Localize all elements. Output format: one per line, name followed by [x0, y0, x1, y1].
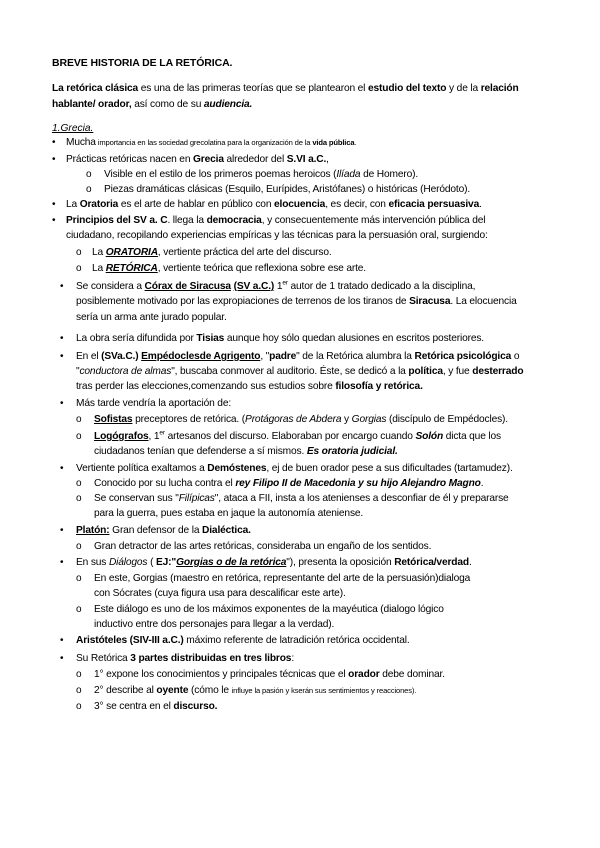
item-text: , es decir, con [325, 199, 389, 210]
sub-bullet-icon: o [76, 701, 82, 712]
intro-paragraph [52, 81, 552, 113]
item-text: Demóstenes [207, 463, 267, 474]
bullet-icon: • [60, 398, 64, 409]
item-text: (cómo le [188, 685, 232, 696]
item-text: Vertiente política exaltamos a [76, 463, 208, 474]
item-text: Ilíada [336, 169, 361, 180]
item-text: Sofistas [94, 414, 133, 425]
intro-term: hablante/ orador, [52, 99, 132, 110]
item-text: autor de 1 tratado dedicado a la disciplina, [287, 281, 476, 292]
item-text: o [511, 351, 520, 362]
item-text: EJ:" [156, 557, 177, 568]
item-text: En sus [76, 557, 109, 568]
item-text: Córax de Siracusa [144, 281, 231, 292]
list-item-continuation [76, 380, 423, 394]
item-text: er [282, 279, 288, 287]
item-text: tras perder las elecciones,comenzando sus estudios sobre [76, 381, 336, 392]
item-text: 1° expone los conocimientos y principales técnicas que el [94, 669, 349, 680]
item-text: Retórica psicológica [414, 351, 512, 362]
bullet-icon: • [60, 635, 64, 646]
intro-term: estudio del texto [367, 83, 447, 94]
item-text: oyente [156, 685, 189, 696]
list-item [76, 280, 475, 294]
list-item [76, 332, 484, 346]
item-text: padre [269, 351, 297, 362]
item-text: (SV a.C.) [233, 281, 275, 292]
sub-list-item [94, 413, 508, 427]
item-text: , 1 [148, 431, 160, 442]
item-text: ", buscaba conmover al auditorio. Éste, se dedicó a la [171, 366, 409, 377]
item-text: . [354, 138, 357, 147]
item-text: conductora de almas [79, 366, 172, 377]
item-text: Visible en el estilo de los primeros poemas heroicos ( [104, 169, 337, 180]
item-text: , vertiente teórica que reflexiona sobre ese arte. [157, 263, 366, 274]
item-text: " de la Retórica alumbra la [296, 351, 415, 362]
item-text: Platón: [76, 525, 110, 536]
item-text: aunque hoy sólo quedan alusiones en escritos posteriores. [224, 333, 484, 344]
item-text: La [92, 263, 106, 274]
sub-list-item [104, 168, 418, 182]
item-text: La [92, 247, 106, 258]
sub-list-item-continuation [94, 445, 398, 459]
intro-text: y de la [446, 83, 481, 94]
item-text: elocuencia [274, 199, 326, 210]
item-text: 3 partes distribuidas en tres libros [130, 653, 292, 664]
list-item [66, 136, 356, 150]
list-item [76, 524, 251, 538]
item-text: rey Filipo II de Macedonia y su hijo Alejandro Magno [235, 478, 481, 489]
item-text: (SVa.C.) [101, 351, 139, 362]
item-text: Conocido por su lucha contra el [94, 478, 236, 489]
list-item [76, 350, 519, 364]
sub-bullet-icon: o [76, 669, 82, 680]
item-text: S.VI a.C. [286, 154, 327, 165]
item-text: Oratoria [79, 199, 119, 210]
sub-bullet-icon: o [76, 685, 82, 696]
item-text: Logógrafos [94, 431, 149, 442]
item-text: Se conservan sus " [94, 493, 179, 504]
intro-term: La retórica clásica [52, 83, 139, 94]
bullet-icon: • [60, 525, 64, 536]
sub-list-item [94, 492, 509, 506]
bullet-icon: • [52, 154, 56, 165]
item-text: , [326, 154, 329, 165]
list-item [76, 556, 472, 570]
sub-list-item [94, 700, 217, 714]
item-text: vida pública [312, 138, 355, 147]
item-text: desterrado [472, 366, 524, 377]
item-text: Retórica/verdad [394, 557, 469, 568]
sub-bullet-icon: o [76, 431, 82, 442]
sub-list-item-continuation: inductivo entre dos personajes para llegar a la verdad). [94, 619, 335, 630]
item-text: ciudadanos tenían que defenderse a sí mismos. [94, 446, 307, 457]
item-text: , ej de buen orador pese a sus dificultades (tartamudez). [266, 463, 513, 474]
item-text: 2° describe al [94, 685, 157, 696]
item-text: Gran defensor de la [109, 525, 203, 536]
item-text: , y fue [442, 366, 473, 377]
item-text: ( [147, 557, 156, 568]
bullet-icon: • [60, 351, 64, 362]
item-text: Se considera a [76, 281, 145, 292]
item-text: dicta que los [443, 431, 501, 442]
sub-list-item-continuation: para la guerra, pues estaba en jaque la autonomía ateniense. [94, 508, 364, 519]
list-item-continuation [76, 365, 523, 379]
item-text: 1 [274, 281, 283, 292]
item-text: posiblemente motivado por las expropiaciones de terrenos de los tiranos de [76, 296, 410, 307]
item-text: Es oratoria judicial. [306, 446, 398, 457]
item-text: "), presenta la oposición [286, 557, 395, 568]
item-text: er [159, 429, 165, 437]
item-text: orador [348, 669, 380, 680]
item-text: En el [76, 351, 102, 362]
sub-list-item: Piezas dramáticas clásicas (Esquilo, Eurípides, Aristófanes) o históricas (Heródoto). [104, 184, 471, 195]
item-text: Empédoclesde Agrigento [141, 351, 261, 362]
intro-term: audiencia. [203, 99, 253, 110]
item-text: . La elocuencia [450, 296, 517, 307]
bullet-icon: • [60, 333, 64, 344]
sub-list-item [94, 684, 416, 698]
item-text: , y consecuentemente más intervención pública del [261, 215, 486, 226]
sub-list-item: Gran detractor de las artes retóricas, consideraba un engaño de los sentidos. [94, 541, 432, 552]
sub-list-item: Este diálogo es uno de los máximos exponentes de la mayéutica (dialogo lógico [94, 604, 444, 615]
item-text: debe dominar. [379, 669, 445, 680]
item-text: Solón [415, 431, 444, 442]
item-text: Gorgias [351, 414, 387, 425]
item-text: RETÓRICA [105, 263, 158, 274]
sub-bullet-icon: o [76, 573, 82, 584]
sub-bullet-icon: o [76, 414, 82, 425]
list-item: Más tarde vendría la aportación de: [76, 398, 232, 409]
bullet-icon: • [52, 199, 56, 210]
item-text: Protágoras de Abdera [245, 414, 342, 425]
list-item [76, 634, 410, 648]
item-text: de Homero). [360, 169, 419, 180]
sub-bullet-icon: o [76, 493, 82, 504]
item-text: 3° se centra en el [94, 701, 174, 712]
item-text: y [341, 414, 352, 425]
item-text: ORATORIA [105, 247, 158, 258]
sub-bullet-icon: o [86, 169, 92, 180]
bullet-icon: • [60, 653, 64, 664]
item-text: democracia [206, 215, 262, 226]
intro-term: relación [480, 83, 519, 94]
list-item [66, 198, 482, 212]
sub-list-item [94, 668, 445, 682]
item-text: : [291, 653, 295, 664]
list-item-continuation [76, 295, 517, 309]
item-text: . [468, 557, 472, 568]
item-text: Filípicas [178, 493, 215, 504]
sub-bullet-icon: o [76, 604, 82, 615]
item-text: Gorgias o de la retórica [176, 557, 287, 568]
page-title: BREVE HISTORIA DE LA RETÓRICA. [52, 57, 233, 69]
item-text: Siracusa [409, 296, 451, 307]
item-text: Mucha [66, 137, 96, 148]
bullet-icon: • [52, 215, 56, 226]
item-text: Dialéctica. [202, 525, 251, 536]
item-text: . [480, 478, 484, 489]
sub-list-item [92, 262, 366, 276]
bullet-icon: • [60, 557, 64, 568]
item-text: Tisias [196, 333, 225, 344]
sub-bullet-icon: o [86, 184, 92, 195]
sub-bullet-icon: o [76, 263, 82, 274]
sub-bullet-icon: o [76, 247, 82, 258]
item-text: Aristóteles (SIV-III a.C.) [76, 635, 184, 646]
item-text: , " [260, 351, 270, 362]
list-item [76, 462, 513, 476]
item-text: La [66, 199, 80, 210]
list-item [66, 153, 329, 167]
item-text: máximo referente de latradición retórica occidental. [183, 635, 410, 646]
item-text: Prácticas retóricas nacen en [66, 154, 194, 165]
list-item-continuation: sería un arma ante jurado popular. [76, 312, 227, 323]
item-text: es el arte de hablar en público con [118, 199, 275, 210]
item-text: , vertiente práctica del arte del discurso. [157, 247, 332, 258]
item-text: política [408, 366, 443, 377]
intro-text: así como de su [131, 99, 204, 110]
bullet-icon: • [52, 137, 56, 148]
sub-list-item: En este, Gorgias (maestro en retórica, representante del arte de la persuasión)dialoga [94, 573, 471, 584]
item-text: La obra sería difundida por [76, 333, 197, 344]
sub-bullet-icon: o [76, 541, 82, 552]
item-text: discurso. [173, 701, 218, 712]
list-item-continuation: ciudadano, recopilando experiencias empíricas y las técnicas para la persuasión oral, surgiendo: [66, 230, 488, 241]
item-text: alrededor del [223, 154, 287, 165]
list-item [76, 652, 294, 666]
item-text: Grecia [193, 154, 224, 165]
item-text: Principios del SV a. C [66, 215, 168, 226]
sub-list-item-continuation: con Sócrates (cuya figura usa para descalificar este arte). [94, 588, 346, 599]
bullet-icon: • [60, 281, 64, 292]
item-text: preceptores de retórica. ( [132, 414, 246, 425]
bullet-icon: • [60, 463, 64, 474]
item-text: (discípulo de Empédocles). [386, 414, 508, 425]
sub-list-item [94, 430, 501, 444]
item-text: . [479, 199, 482, 210]
intro-text: es una de las primeras teorías que se plantearon el [138, 83, 368, 94]
item-text: . llega la [167, 215, 207, 226]
list-item [66, 214, 485, 228]
item-text: Diálogos [108, 557, 148, 568]
sub-list-item [92, 246, 332, 260]
section-heading: 1.Grecia. [52, 123, 94, 134]
sub-list-item [94, 477, 483, 491]
item-text: artesanos del discurso. Elaboraban por encargo cuando [164, 431, 416, 442]
item-text: Su Retórica [76, 653, 131, 664]
item-text: ", ataca a FII, insta a los atenienses a desconfiar de él y prepararse [214, 493, 509, 504]
item-text: importancia en las sociedad grecolatina para la organización de la [95, 138, 313, 147]
item-text: influye la pasión y kserán sus sentimientos y reacciones). [231, 686, 417, 695]
item-text: " [76, 366, 80, 377]
item-text: filosofía y retórica. [335, 381, 423, 392]
sub-bullet-icon: o [76, 478, 82, 489]
item-text: eficacia persuasiva [388, 199, 480, 210]
